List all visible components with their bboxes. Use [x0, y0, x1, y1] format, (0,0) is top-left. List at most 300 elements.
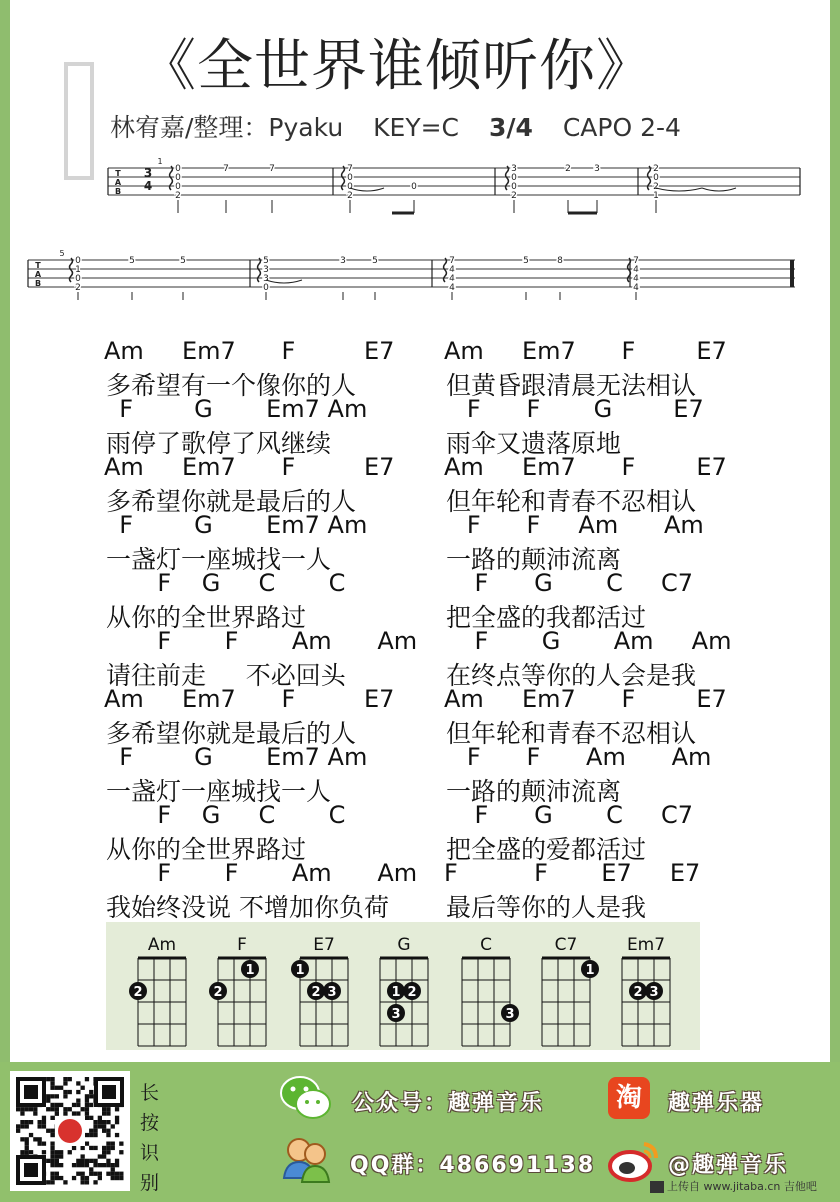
qr-module [72, 1146, 76, 1150]
qr-module [119, 1172, 123, 1176]
qr-module [50, 1142, 54, 1146]
chord-name: C [480, 935, 492, 955]
chord-diagrams [106, 922, 700, 1050]
lyric-line: 雨停了歌停了风继续 [106, 429, 332, 458]
tie-arc [656, 188, 702, 191]
qr-module [46, 1129, 50, 1133]
qr-module [106, 1120, 110, 1124]
tab-fret-number: 0 [175, 173, 181, 183]
qr-module [89, 1172, 93, 1176]
qr-module [25, 1124, 29, 1128]
tab-fret-number: 3 [511, 164, 517, 174]
qr-module [50, 1180, 54, 1184]
qr-module [50, 1103, 54, 1107]
tab-fret-number: 5 [372, 256, 378, 266]
finger-number: 2 [311, 985, 321, 1000]
tab-fret-number: 1 [75, 265, 81, 275]
qr-module [68, 1077, 72, 1081]
tab-fret-number: 5 [263, 256, 269, 266]
chord-line: F G Em7 Am [104, 743, 368, 771]
qr-module [98, 1154, 102, 1158]
time-signature-top: 3 [143, 166, 153, 180]
weibo-label: @趣弹音乐 [668, 1153, 789, 1178]
qr-module [98, 1172, 102, 1176]
wechat-icon [280, 1074, 332, 1122]
qq-group-icon [280, 1134, 332, 1186]
tab-fret-number: 7 [449, 256, 455, 266]
qr-module [89, 1094, 93, 1098]
qr-module [93, 1180, 97, 1184]
qr-module [50, 1163, 54, 1167]
qr-module [46, 1094, 50, 1098]
finger-number: 2 [633, 985, 643, 1000]
qr-module [76, 1111, 80, 1115]
qr-module [25, 1150, 29, 1154]
qr-module [93, 1120, 97, 1124]
qr-module [20, 1120, 24, 1124]
chord-line: F G Am Am [444, 627, 732, 655]
finger-number: 2 [407, 985, 417, 1000]
chord-line: F G C C [104, 801, 346, 829]
chord-name: E7 [313, 935, 335, 955]
qr-module [98, 1124, 102, 1128]
chord-line: F F E7 E7 [444, 859, 701, 887]
tab-clef-letter: A [34, 270, 42, 279]
qr-module [102, 1111, 106, 1115]
qr-module [68, 1090, 72, 1094]
qr-module [25, 1142, 29, 1146]
tab-fret-number: 2 [347, 191, 353, 201]
qr-module [50, 1116, 54, 1120]
chord-line: F G C C [104, 569, 346, 597]
tab-fret-number: 5 [180, 256, 186, 266]
tab-fret-number: 4 [633, 274, 639, 284]
chord-line: F G C C7 [444, 801, 694, 829]
qr-module [50, 1094, 54, 1098]
qr-module [63, 1111, 67, 1115]
lyric-line: 最后等你的人是我 [446, 893, 647, 922]
qr-module [85, 1099, 89, 1103]
qr-module [111, 1167, 115, 1171]
qr-module [20, 1111, 24, 1115]
qr-module [55, 1111, 59, 1115]
tab-fret-number: 3 [594, 164, 600, 174]
qr-module [106, 1172, 110, 1176]
finger-number: 1 [295, 963, 305, 978]
qr-module [24, 1085, 38, 1099]
qr-module [111, 1124, 115, 1128]
lyric-line: 一盏灯一座城找一人 [106, 545, 332, 574]
qr-module [98, 1116, 102, 1120]
qr-module [102, 1120, 106, 1124]
tab-fret-number: 0 [511, 173, 517, 183]
qr-module [72, 1163, 76, 1167]
qr-module [46, 1107, 50, 1111]
qr-module [119, 1142, 123, 1146]
chord-name: G [397, 935, 411, 955]
qr-module [55, 1154, 59, 1158]
tab-fret-number: 7 [269, 164, 275, 174]
lyric-line: 从你的全世界路过 [106, 835, 307, 864]
qr-module [50, 1150, 54, 1154]
chord-line: F F Am Am [444, 743, 712, 771]
lyric-line: 但黄昏跟清晨无法相认 [446, 371, 697, 400]
qr-module [115, 1120, 119, 1124]
qr-module [89, 1103, 93, 1107]
qr-module [85, 1163, 89, 1167]
qr-module [76, 1099, 80, 1103]
qr-module [85, 1094, 89, 1098]
qr-module [115, 1107, 119, 1111]
qr-module [76, 1090, 80, 1094]
qr-module [93, 1129, 97, 1133]
tab-fret-number: 0 [175, 182, 181, 192]
qr-module [46, 1180, 50, 1184]
qr-module [111, 1176, 115, 1180]
qr-module [89, 1133, 93, 1137]
qr-module [106, 1146, 110, 1150]
tab-fret-number: 0 [263, 283, 269, 293]
qr-module [106, 1107, 110, 1111]
qr-module [50, 1154, 54, 1158]
qr-module [102, 1124, 106, 1128]
qr-module [81, 1159, 85, 1163]
qr-module [50, 1176, 54, 1180]
qr-module [50, 1107, 54, 1111]
qr-module [111, 1172, 115, 1176]
qr-module [63, 1180, 67, 1184]
capo-label: CAPO 2-4 [562, 113, 681, 142]
qr-module [63, 1094, 67, 1098]
artist-arranger: 林宥嘉/整理：Pyaku [110, 113, 344, 142]
qr-module [89, 1159, 93, 1163]
tie-arc [266, 280, 302, 283]
qr-module [93, 1124, 97, 1128]
qr-module [55, 1094, 59, 1098]
qr-module [106, 1142, 110, 1146]
qr-module [46, 1159, 50, 1163]
qr-module [98, 1176, 102, 1180]
qr-module [29, 1150, 33, 1154]
qr-module [42, 1116, 46, 1120]
song-meta [110, 108, 703, 144]
qr-module [50, 1081, 54, 1085]
tab-clef-letter: A [114, 178, 122, 187]
chord-name: Em7 [626, 935, 666, 955]
qr-module [50, 1077, 54, 1081]
tab-fret-number: 2 [653, 182, 659, 192]
qr-module [93, 1163, 97, 1167]
qr-module [50, 1172, 54, 1176]
qr-module [81, 1146, 85, 1150]
scan-hint-char: 按 [140, 1112, 160, 1134]
qr-module [55, 1163, 59, 1167]
finger-number: 3 [327, 985, 337, 1000]
qr-module [59, 1154, 63, 1158]
qr-module [76, 1163, 80, 1167]
song-title: 《全世界谁倾听你》 [140, 34, 653, 99]
qr-module [115, 1116, 119, 1120]
qr-module [115, 1133, 119, 1137]
qr-module [50, 1086, 54, 1090]
time-signature-label: 3/4 [488, 113, 533, 142]
chord-line: Am Em7 F E7 [444, 685, 727, 713]
qr-module [16, 1129, 20, 1133]
qr-module [85, 1159, 89, 1163]
qr-module [25, 1120, 29, 1124]
qr-module [89, 1167, 93, 1171]
qr-module [102, 1107, 106, 1111]
lyric-line: 雨伞又遗落原地 [446, 429, 622, 458]
time-signature-bottom: 4 [143, 179, 153, 193]
qr-module [81, 1180, 85, 1184]
qr-module [72, 1111, 76, 1115]
qr-module [63, 1081, 67, 1085]
qr-module [89, 1129, 93, 1133]
qr-module [106, 1129, 110, 1133]
qr-module [20, 1150, 24, 1154]
tab-fret-number: 0 [653, 173, 659, 183]
tab-fret-number: 2 [565, 164, 571, 174]
qr-module [46, 1099, 50, 1103]
qr-module [81, 1086, 85, 1090]
qr-module [55, 1159, 59, 1163]
chord-line: F F Am Am [104, 859, 418, 887]
tablature [0, 150, 840, 300]
site-logo-icon [650, 1181, 664, 1193]
qr-module [25, 1107, 29, 1111]
qr-module [81, 1154, 85, 1158]
lyric-line: 我始终没说 不增加你负荷 [106, 893, 389, 922]
qr-module [33, 1137, 37, 1141]
qr-module [50, 1146, 54, 1150]
tab-fret-number: 1 [653, 191, 659, 201]
taobao-icon: 淘 [608, 1077, 650, 1119]
tab-fret-number: 2 [653, 164, 659, 174]
qq-group-label: QQ群：486691138 [350, 1153, 596, 1178]
tab-fret-number: 0 [511, 182, 517, 192]
chord-diagram-panel [106, 922, 700, 1050]
qr-module [115, 1163, 119, 1167]
lyric-line: 多希望有一个像你的人 [106, 371, 357, 400]
qr-module [76, 1159, 80, 1163]
qr-module [20, 1107, 24, 1111]
tab-clef-letter: T [115, 169, 121, 178]
qr-module [89, 1146, 93, 1150]
finger-number: 2 [133, 985, 143, 1000]
finger-number: 3 [649, 985, 659, 1000]
qr-module [38, 1142, 42, 1146]
scan-hint [140, 1078, 162, 1198]
lyric-line: 但年轮和青春不忍相认 [446, 487, 697, 516]
chord-name: Am [147, 935, 177, 955]
qr-module [98, 1120, 102, 1124]
finger-number: 1 [245, 963, 255, 978]
chord-name: F [237, 935, 247, 955]
lyric-line: 在终点等你的人会是我 [446, 661, 697, 690]
qr-module [106, 1163, 110, 1167]
watermark [650, 1178, 817, 1194]
qr-module [89, 1090, 93, 1094]
taobao-label: 趣弹乐器 [668, 1091, 765, 1116]
lyric-line: 从你的全世界路过 [106, 603, 307, 632]
tab-fret-number: 5 [129, 256, 135, 266]
qr-module [38, 1124, 42, 1128]
qr-module [85, 1077, 89, 1081]
qr-module [24, 1163, 38, 1177]
qr-module [25, 1137, 29, 1141]
qr-module [119, 1150, 123, 1154]
chord-line: F F G E7 [444, 395, 704, 423]
tab-fret-number: 4 [449, 283, 455, 293]
tab-fret-number: 4 [449, 265, 455, 275]
qr-module [111, 1146, 115, 1150]
scan-hint-char: 识 [140, 1142, 160, 1164]
qr-module [102, 1129, 106, 1133]
chord-line: F G Em7 Am [104, 395, 368, 423]
chord-line: F G Em7 Am [104, 511, 368, 539]
qr-module [59, 1150, 63, 1154]
qr-module [93, 1159, 97, 1163]
tab-fret-number: 4 [633, 283, 639, 293]
qr-module [63, 1077, 67, 1081]
qr-code-icon[interactable] [10, 1071, 130, 1191]
qr-module [85, 1176, 89, 1180]
qr-module [102, 1146, 106, 1150]
tab-fret-number: 0 [347, 182, 353, 192]
qr-module [102, 1163, 106, 1167]
lyric-line: 把全盛的我都活过 [446, 603, 647, 632]
qr-module [81, 1172, 85, 1176]
qr-module [85, 1180, 89, 1184]
qr-module [63, 1090, 67, 1094]
qr-module [102, 1150, 106, 1154]
tab-fret-number: 0 [347, 173, 353, 183]
qr-module [50, 1129, 54, 1133]
finger-number: 3 [505, 1007, 515, 1022]
qr-module [38, 1137, 42, 1141]
tab-fret-number: 7 [223, 164, 229, 174]
tab-fret-number: 7 [633, 256, 639, 266]
wechat-label: 公众号：趣弹音乐 [352, 1091, 545, 1116]
qr-module [20, 1124, 24, 1128]
scan-hint-char: 长 [140, 1082, 160, 1104]
qr-module [29, 1133, 33, 1137]
chord-name: C7 [554, 935, 578, 955]
watermark-text: 上传自 www.jitaba.cn 吉他吧 [667, 1180, 817, 1193]
tab-fret-number: 4 [449, 274, 455, 284]
qr-module [115, 1176, 119, 1180]
tab-clef-letter: T [35, 261, 41, 270]
qr-module [46, 1077, 50, 1081]
chord-line: F F Am Am [444, 511, 704, 539]
measure-number: 5 [59, 249, 65, 258]
qr-module [16, 1107, 20, 1111]
qr-module [76, 1081, 80, 1085]
qr-module [68, 1107, 72, 1111]
qr-module [42, 1142, 46, 1146]
qr-module [72, 1176, 76, 1180]
lyric-line: 把全盛的爱都活过 [446, 835, 647, 864]
qr-module [33, 1107, 37, 1111]
tab-clef-letter: B [34, 279, 42, 288]
qr-module [38, 1120, 42, 1124]
tab-fret-number: 3 [340, 256, 346, 266]
qr-module [115, 1159, 119, 1163]
tab-fret-number: 5 [523, 256, 529, 266]
finger-number: 3 [391, 1007, 401, 1022]
qr-module [85, 1111, 89, 1115]
qr-module [42, 1150, 46, 1154]
tab-fret-number: 2 [511, 191, 517, 201]
tab-fret-number: 2 [75, 283, 81, 293]
chord-line: Am Em7 F E7 [444, 453, 727, 481]
tab-fret-number: 0 [175, 164, 181, 174]
qr-module [50, 1159, 54, 1163]
qr-module [68, 1150, 72, 1154]
qr-module [72, 1103, 76, 1107]
qr-module [25, 1146, 29, 1150]
qr-module [20, 1137, 24, 1141]
chord-line: F G C C7 [444, 569, 694, 597]
tab-fret-number: 3 [263, 265, 269, 275]
qr-module [115, 1172, 119, 1176]
lyric-line: 多希望你就是最后的人 [106, 719, 357, 748]
lyric-line: 一路的颠沛流离 [446, 545, 622, 574]
qr-module [106, 1111, 110, 1115]
qr-module [55, 1086, 59, 1090]
tab-fret-number: 8 [557, 256, 563, 266]
qr-module [85, 1103, 89, 1107]
qr-module [55, 1172, 59, 1176]
chord-line: Am Em7 F E7 [104, 685, 395, 713]
chord-line: Am Em7 F E7 [104, 337, 395, 365]
qr-module [106, 1159, 110, 1163]
qr-module [55, 1150, 59, 1154]
lyric-line: 一路的颠沛流离 [446, 777, 622, 806]
qr-module [106, 1150, 110, 1154]
qr-module [29, 1120, 33, 1124]
qr-module [102, 1085, 116, 1099]
qr-module [81, 1163, 85, 1167]
tab-clef-letter: B [114, 187, 122, 196]
qr-module [85, 1107, 89, 1111]
scan-hint-char: 别 [140, 1172, 160, 1194]
finger-number: 2 [213, 985, 223, 1000]
measure-number: 1 [157, 157, 163, 166]
qr-module [81, 1176, 85, 1180]
chord-line: F F Am Am [104, 627, 418, 655]
qr-module [59, 1103, 63, 1107]
qr-module [55, 1176, 59, 1180]
qr-module [29, 1107, 33, 1111]
qr-module [85, 1116, 89, 1120]
tab-fret-number: 2 [175, 191, 181, 201]
tab-fret-number: 0 [75, 274, 81, 284]
qr-module [98, 1163, 102, 1167]
tab-fret-number: 7 [347, 164, 353, 174]
qr-module [59, 1163, 63, 1167]
tie-arc [350, 188, 384, 191]
qr-module [42, 1120, 46, 1124]
tie-arc [702, 188, 736, 191]
qr-module [93, 1133, 97, 1137]
qr-module [42, 1124, 46, 1128]
qr-module [50, 1133, 54, 1137]
tab-fret-number: 0 [411, 182, 417, 192]
lyric-line: 但年轮和青春不忍相认 [446, 719, 697, 748]
finger-number: 1 [585, 963, 595, 978]
